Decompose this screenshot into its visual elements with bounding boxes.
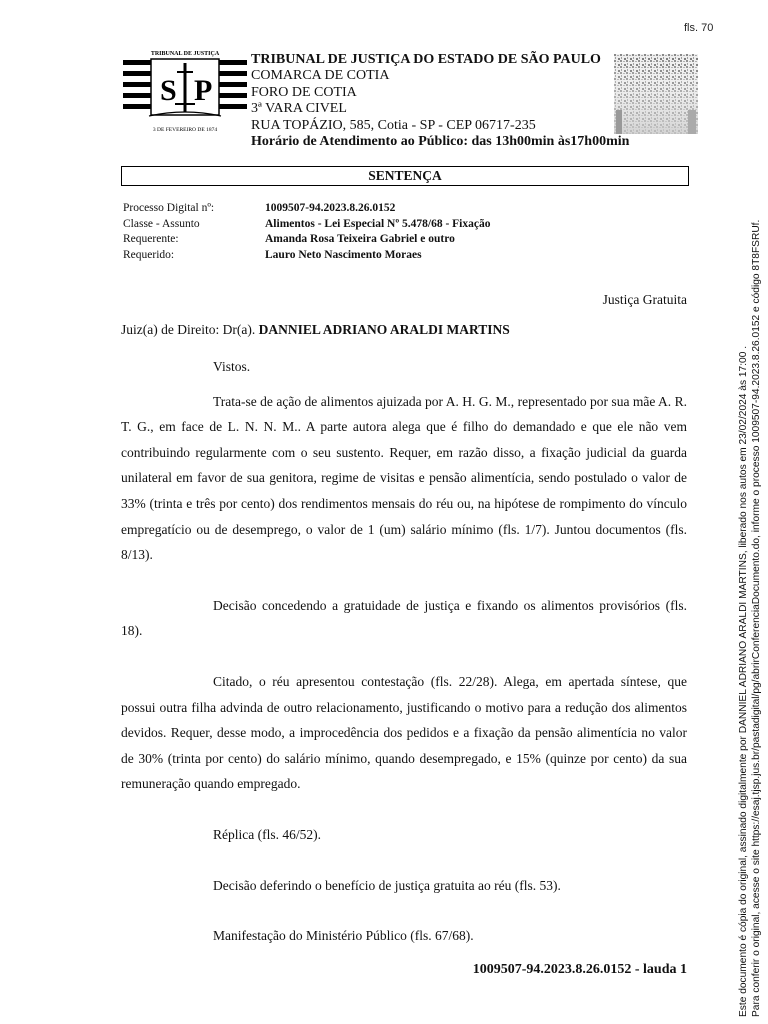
process-value: 1009507-94.2023.8.26.0152 (265, 202, 396, 214)
court-name: TRIBUNAL DE JUSTIÇA DO ESTADO DE SÃO PAULO (251, 52, 601, 67)
plaintiff-value: Amanda Rosa Teixeira Gabriel e outro (265, 233, 455, 245)
class-label: Classe - Assunto (123, 217, 200, 230)
process-label: Processo Digital nº: (123, 202, 215, 214)
digital-signature-stamp (614, 54, 698, 134)
signature-note-line-2: Para conferir o original, acesse o site https://esaj.tjsp.jus.br/pastadigital/pg/abrirConferenciaDocumento.do, informe o processo 1009507-94.2023.8.26.0152 e código 8T8FSRUf. (751, 219, 762, 1017)
paragraph-replica: Réplica (fls. 46/52). (213, 826, 321, 842)
court-header (251, 52, 631, 150)
plaintiff-row (123, 232, 490, 248)
page-footer: 1009507-94.2023.8.26.0152 - lauda 1 (472, 962, 687, 977)
document-title: SENTENÇA (121, 166, 689, 186)
class-row (123, 217, 490, 233)
logo-top-text: TRIBUNAL DE JUSTIÇA (150, 51, 220, 57)
judge-line (121, 322, 510, 338)
tjsp-coat-of-arms-logo (123, 46, 247, 134)
paragraph-decision-defendant: Decisão deferindo o benefício de justiça gratuita ao réu (fls. 53). (213, 877, 561, 893)
svg-text:P: P (194, 74, 213, 107)
defendant-value: Lauro Neto Nascimento Moraes (265, 248, 422, 261)
defendant-label: Requerido: (123, 248, 175, 261)
comarca: COMARCA DE COTIA (251, 68, 390, 84)
page-number: fls. 70 (684, 22, 714, 34)
signature-note-line-1: Este documento é cópia do original, assinado digitalmente por DANNIEL ADRIANO ARALDI MARTINS, liberado nos autos em 23/02/2024 às 17:00 . (738, 345, 749, 1017)
public-hours: Horário de Atendimento ao Público: das 13h00min às17h00min (251, 134, 630, 150)
svg-text:S: S (160, 74, 177, 107)
paragraph-ministerio: Manifestação do Ministério Público (fls. 67/68). (213, 928, 474, 944)
paragraph-facts: Trata-se de ação de alimentos ajuizada por A. H. G. M., representado por sua mãe A. R. T. G., em face de L. N. N. M.. A parte autora alega que é filho do demandado e que ele não vem contribuindo regularmente com o seu sustento. Requer, em razão disso, a fixação judicial da guarda unilateral em favor de sua genitora, regime de visitas e pensão alimentícia, sendo postulado o valor de 33% (trinta e três por cento) dos rendimentos mensais do réu ou, na hipótese de rompimento do vínculo empregatício ou de desemprego, o valor de 1 (um) salário mínimo (fls. 1/7). Juntou documentos (fls. 8/13). (121, 393, 687, 563)
defendant-row (123, 248, 490, 264)
address: RUA TOPÁZIO, 585, Cotia - SP - CEP 06717-235 (251, 117, 536, 133)
class-value: Alimentos - Lei Especial Nº 5.478/68 - Fixação (265, 217, 491, 230)
process-info-table (123, 201, 490, 263)
paragraph-contestation: Citado, o réu apresentou contestação (fls. 22/28). Alega, em apertada síntese, que possui outra filha advinda de outro relacionamento, justificando o motivo para a redução dos alimentos devidos. Requer, desse modo, a improcedência dos pedidos e a fixação da pensão alimentícia no valor de 30% (trinta por cento) do salário mínimo, quando desempregado, e 15% (quinze por cento) da sua remuneração quando empregado. (121, 673, 687, 792)
plaintiff-label: Requerente: (123, 233, 179, 245)
judge-label: Juiz(a) de Direito: Dr(a). (121, 322, 256, 337)
vara: 3ª VARA CIVEL (251, 101, 347, 117)
justica-gratuita: Justiça Gratuita (602, 292, 687, 307)
paragraph-vistos: Vistos. (213, 359, 251, 374)
judge-name: DANNIEL ADRIANO ARALDI MARTINS (258, 322, 510, 337)
sentence-body (121, 354, 687, 949)
foro: FORO DE COTIA (251, 84, 357, 100)
digital-signature-note (737, 17, 763, 1017)
paragraph-decision-gratuity: Decisão concedendo a gratuidade de justiça e fixando os alimentos provisórios (fls. 18). (121, 597, 687, 639)
process-row (123, 201, 490, 217)
logo-bottom-text: 3 DE FEVEREIRO DE 1874 (152, 127, 218, 133)
